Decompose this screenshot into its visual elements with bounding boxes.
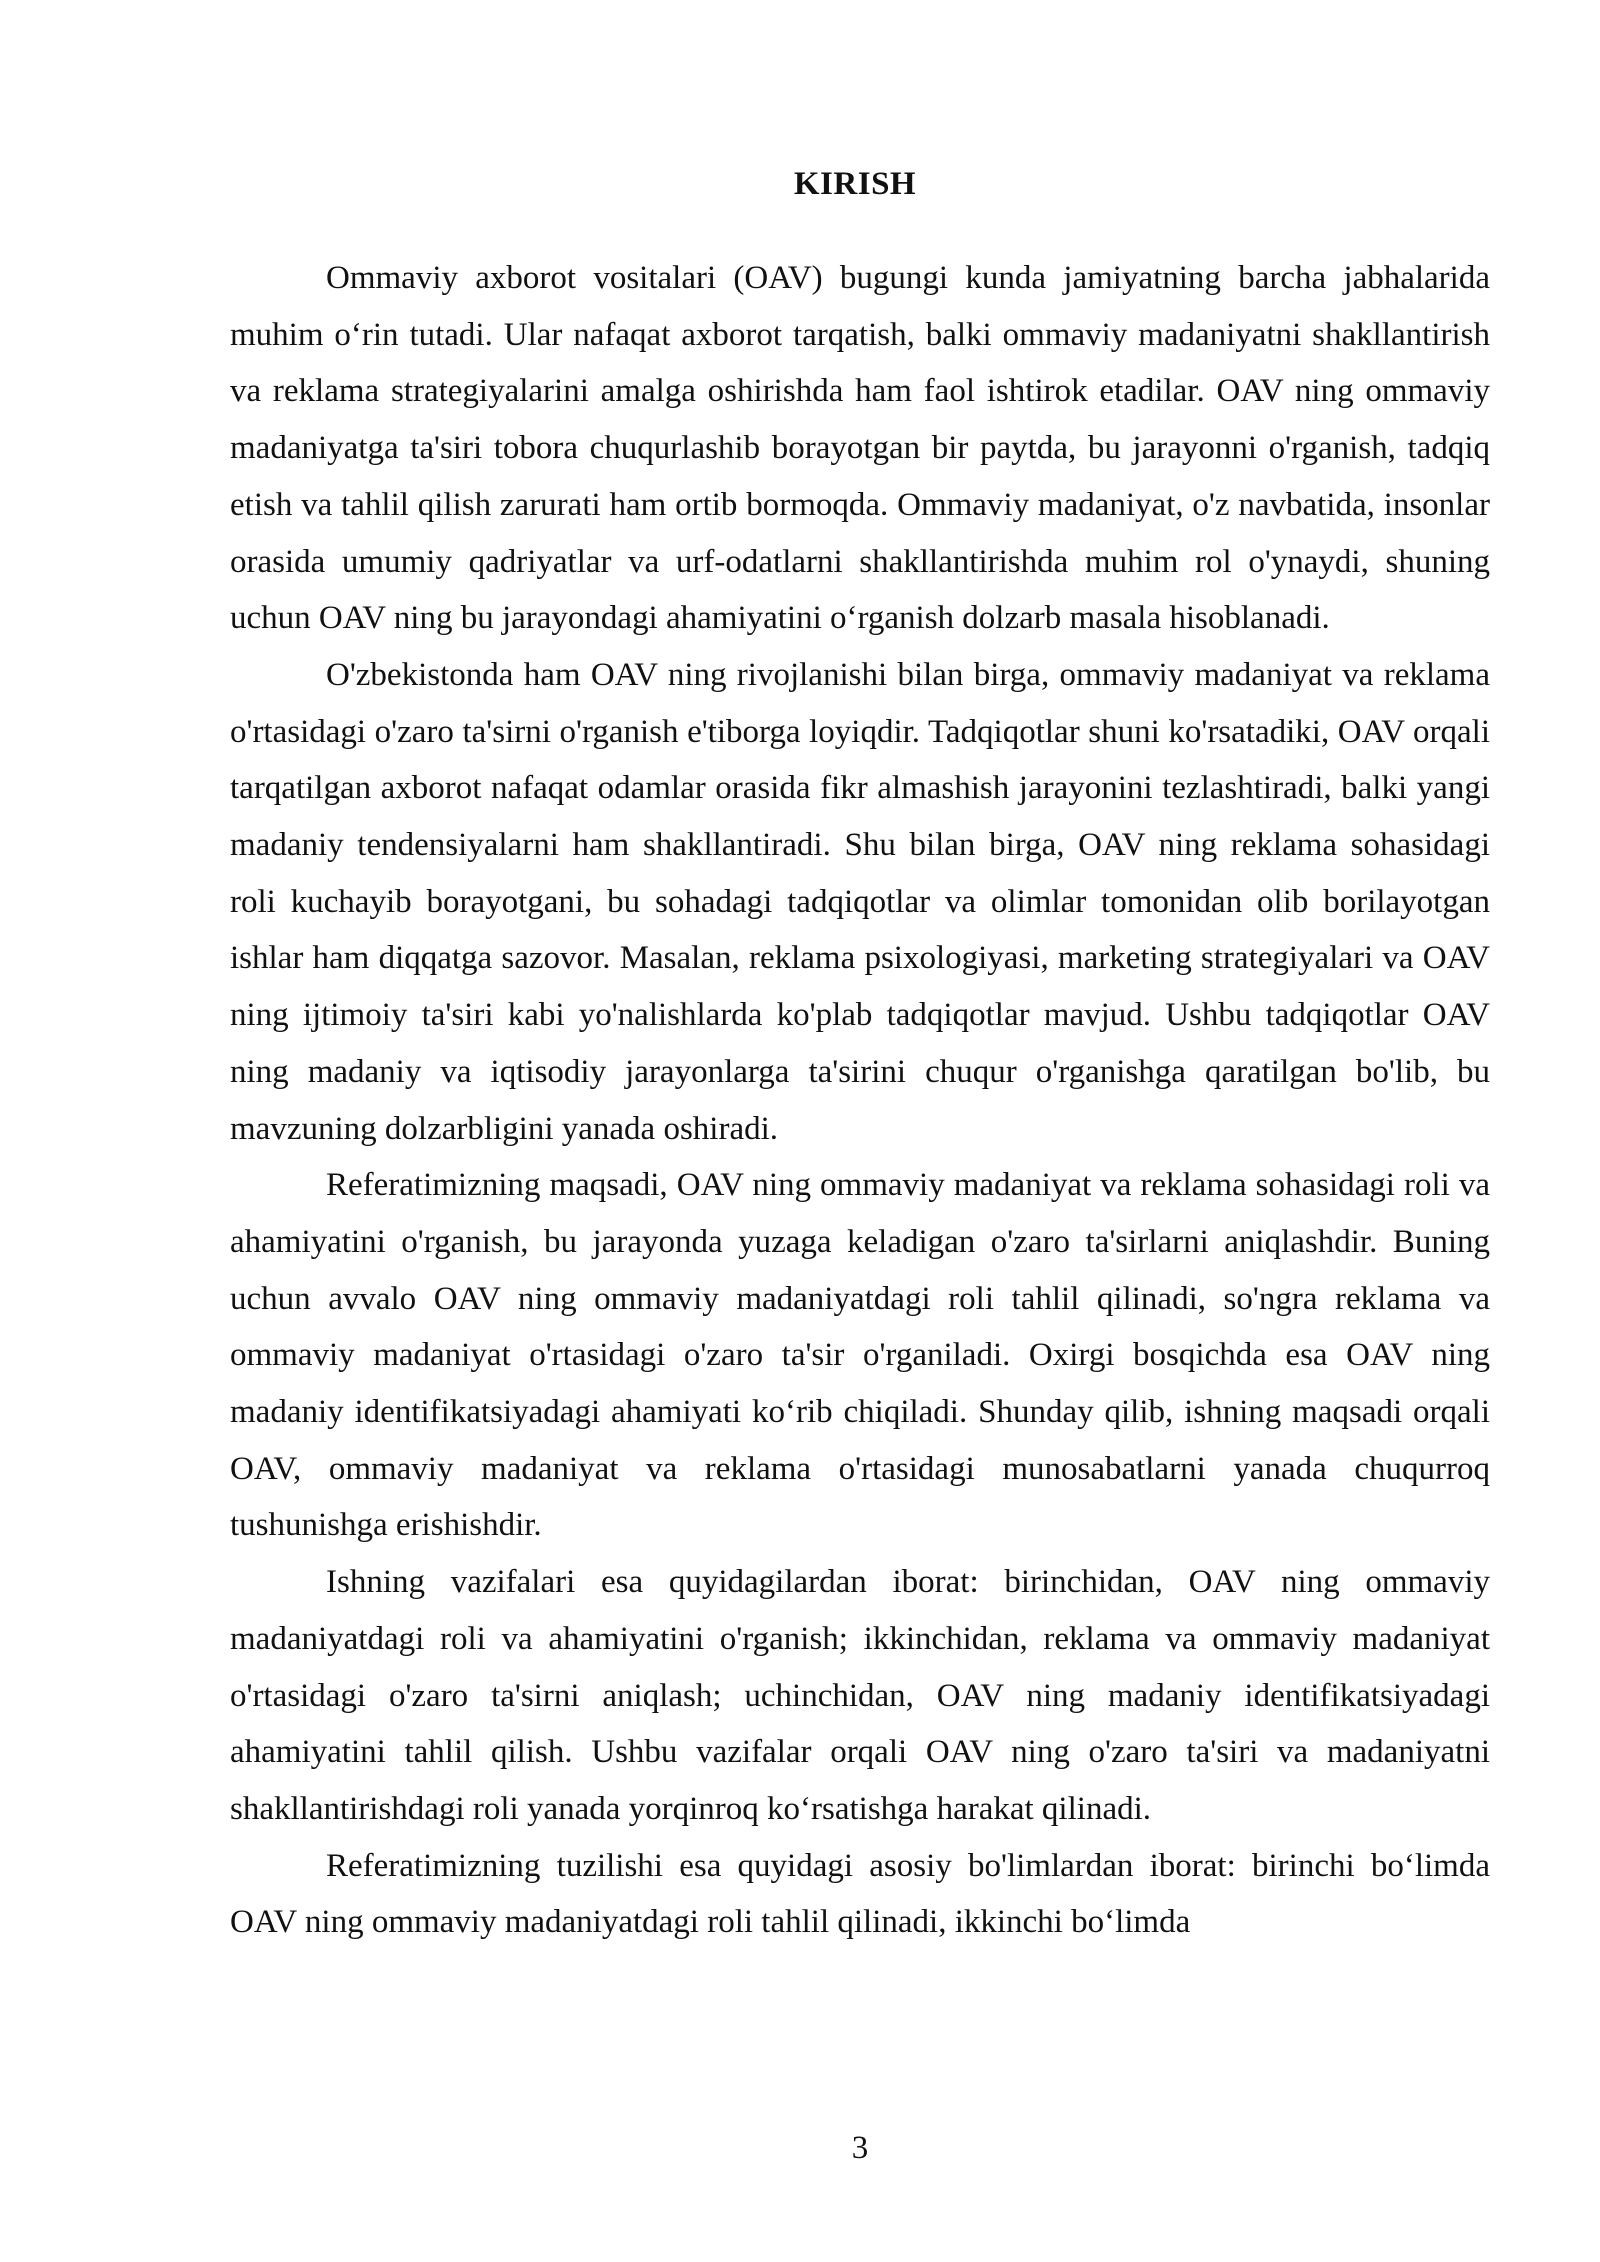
paragraph: Referatimizning maqsadi, OAV ning ommaviy madaniyat va reklama sohasidagi roli va ahamiyatini o'rganish, bu jarayonda yuzaga keladigan o'zaro ta'sirlarni aniqlashdir. Buning uchun avvalo OAV ning ommaviy madaniyatdagi roli tahlil qilinadi, so'ngra reklama va ommaviy madaniyat o'rtasidagi o'zaro ta'sir o'rganiladi. Oxirgi bosqichda esa OAV ning madaniy identifikatsiyadagi ahamiyati ko‘rib chiqiladi. Shunday qilib, ishning maqsadi orqali OAV, ommaviy madaniyat va reklama o'rtasidagi munosabatlarni yanada chuqurroq tushunishga erishishdir.	[230, 1167, 1490, 1544]
page-title: KIRISH	[793, 166, 917, 202]
paragraph: Ishning vazifalari esa quyidagilardan iborat: birinchidan, OAV ning ommaviy madaniyatdagi roli va ahamiyatini o'rganish; ikkinchidan, reklama va ommaviy madaniyat o'rtasidagi o'zaro ta'sirni aniqlash; uchinchidan, OAV ning madaniy identifikatsiyadagi ahamiyatini tahlil qilish. Ushbu vazifalar orqali OAV ning o'zaro ta'siri va madaniyatni shakllantirishdagi roli yanada yorqinroq ko‘rsatishga harakat qilinadi.	[230, 1564, 1490, 1827]
page-number: 3	[851, 2130, 869, 2166]
paragraph: Ommaviy axborot vositalari (OAV) bugungi kunda jamiyatning barcha jabhalarida muhim o‘rin tutadi. Ular nafaqat axborot tarqatish, balki ommaviy madaniyatni shakllantirish va reklama strategiyalarini amalga oshirishda ham faol ishtirok etadilar. OAV ning ommaviy madaniyatga ta'siri tobora chuqurlashib borayotgan bir paytda, bu jarayonni o'rganish, tadqiq etish va tahlil qilish zarurati ham ortib bormoqda. Ommaviy madaniyat, o'z navbatida, insonlar orasida umumiy qadriyatlar va urf-odatlarni shakllantirishda muhim rol o'ynaydi, shuning uchun OAV ning bu jarayondagi ahamiyatini o‘rganish dolzarb masala hisoblanadi.	[230, 260, 1490, 637]
paragraph: O'zbekistonda ham OAV ning rivojlanishi bilan birga, ommaviy madaniyat va reklama o'rtasidagi o'zaro ta'sirni o'rganish e'tiborga loyiqdir. Tadqiqotlar shuni ko'rsatadiki, OAV orqali tarqatilgan axborot nafaqat odamlar orasida fikr almashish jarayonini tezlashtiradi, balki yangi madaniy tendensiyalarni ham shakllantiradi. Shu bilan birga, OAV ning reklama sohasidagi roli kuchayib borayotgani, bu sohadagi tadqiqotlar va olimlar tomonidan olib borilayotgan ishlar ham diqqatga sazovor. Masalan, reklama psixologiyasi, marketing strategiyalari va OAV ning ijtimoiy ta'siri kabi yo'nalishlarda ko'plab tadqiqotlar mavjud. Ushbu tadqiqotlar OAV ning madaniy va iqtisodiy jarayonlarga ta'sirini chuqur o'rganishga qaratilgan bo'lib, bu mavzuning dolzarbligini yanada oshiradi.	[230, 656, 1490, 1147]
body-text	[230, 250, 1490, 1951]
paragraph: Referatimizning tuzilishi esa quyidagi asosiy bo'limlardan iborat: birinchi bo‘limda OAV ning ommaviy madaniyatdagi roli tahlil qilinadi, ikkinchi bo‘limda	[230, 1847, 1490, 1941]
